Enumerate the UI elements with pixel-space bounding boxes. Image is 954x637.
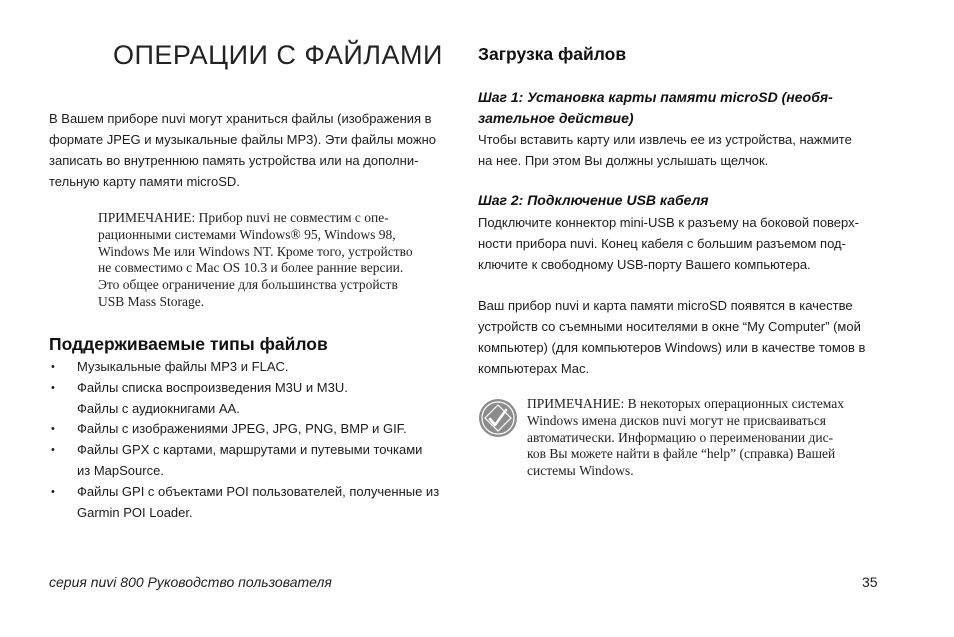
list-item: [49, 482, 459, 524]
body-line: Ваш прибор nuvi и карта памяти microSD появятся в качестве: [478, 298, 853, 313]
note-line: ков Вы можете найти в файле “help” (справка) Вашей: [527, 446, 836, 462]
bullet-icon: •: [51, 423, 55, 436]
bullet-icon: •: [51, 444, 55, 457]
list-item-line: Файлы с аудиокнигами AA.: [77, 400, 240, 416]
intro-line: тельную карту памяти microSD.: [49, 174, 240, 189]
bullet-icon: •: [51, 381, 55, 394]
intro-line: формате JPEG и музыкальные файлы MP3). Эти файлы можно: [49, 132, 436, 147]
list-item-line: Файлы с изображениями JPEG, JPG, PNG, BMP и GIF.: [77, 421, 407, 437]
list-item-line: Файлы GPI с объектами POI пользователей, полученные из: [77, 483, 440, 499]
body-line: Чтобы вставить карту или извлечь ее из устройства, нажмите: [478, 132, 852, 147]
note-line: Это общее ограничение для большинства устройств: [98, 277, 398, 293]
footer-series: серия nuvi 800 Руководство пользователя: [49, 574, 332, 590]
note-line: ПРИМЕЧАНИЕ: В некоторых операционных системах: [527, 396, 844, 411]
compatibility-note: [98, 210, 448, 311]
list-item: [49, 357, 459, 378]
body-line: на нее. При этом Вы должны услышать щелчок.: [478, 153, 769, 168]
note-line: ПРИМЕЧАНИЕ: Прибор nuvi не совместим с опе-: [98, 210, 389, 225]
step-title-line: зательное действие): [478, 110, 634, 126]
step-title-line: Шаг 2: Подключение USB кабеля: [478, 192, 709, 208]
note-line: Windows имена дисков nuvi могут не присваиваться: [527, 412, 826, 428]
note-line: рационными системами Windows® 95, Windows 98,: [98, 226, 396, 242]
body-line: компьютер) (для компьютеров Windows) или в качестве томов в: [478, 340, 866, 355]
list-item-line: Файлы GPX с картами, маршрутами и путевыми точками: [77, 442, 423, 458]
bullet-icon: •: [51, 485, 55, 498]
page-title: ОПЕРАЦИИ С ФАЙЛАМИ: [113, 40, 443, 70]
body-line: ности прибора nuvi. Конец кабеля с большим разъемом под-: [478, 236, 846, 251]
intro-paragraph: [49, 108, 449, 192]
file-types-list: [49, 357, 459, 523]
file-loading-heading: Загрузка файлов: [478, 44, 627, 64]
list-item: [49, 440, 459, 482]
body-line: устройств со съемными носителями в окне “My Computer” (мой: [478, 319, 861, 334]
list-item: [49, 419, 459, 440]
note-line: не совместимо с Mac OS 10.3 и более ранние версии.: [98, 260, 404, 276]
note-line: Windows Me или Windows NT. Кроме того, устройство: [98, 243, 413, 259]
step2-title: [478, 190, 878, 211]
intro-line: В Вашем приборе nuvi могут храниться файлы (изображения в: [49, 111, 432, 126]
step1-title: [478, 87, 878, 129]
list-item-line: Музыкальные файлы MP3 и FLAC.: [77, 359, 289, 374]
page-number: 35: [862, 574, 878, 590]
list-item-line: Garmin POI Loader.: [77, 504, 193, 520]
body-line: Подключите коннектор mini-USB к разъему на боковой поверх-: [478, 215, 859, 230]
list-item: [49, 378, 459, 420]
note-line: автоматически. Информацию о переименовании дис-: [527, 429, 834, 445]
bullet-icon: •: [51, 361, 55, 373]
note-line: системы Windows.: [527, 463, 634, 479]
supported-file-types-heading: Поддерживаемые типы файлов: [49, 334, 328, 354]
devices-paragraph: [478, 295, 888, 379]
step2-body: [478, 212, 888, 275]
body-line: компьютерах Mac.: [478, 361, 590, 376]
step-title-line: Шаг 1: Установка карты памяти microSD (необя-: [478, 89, 833, 105]
drive-names-note: [527, 396, 882, 480]
body-line: ключите к свободному USB-порту Вашего компьютера.: [478, 257, 811, 272]
list-item-line: из MapSource.: [77, 462, 164, 478]
step1-body: [478, 129, 888, 171]
checkmark-diamond-icon: [478, 398, 518, 438]
note-line: USB Mass Storage.: [98, 293, 205, 309]
list-item-line: Файлы списка воспроизведения M3U и M3U.: [77, 379, 348, 395]
intro-line: записать во внутреннюю память устройства или на дополни-: [49, 153, 419, 168]
